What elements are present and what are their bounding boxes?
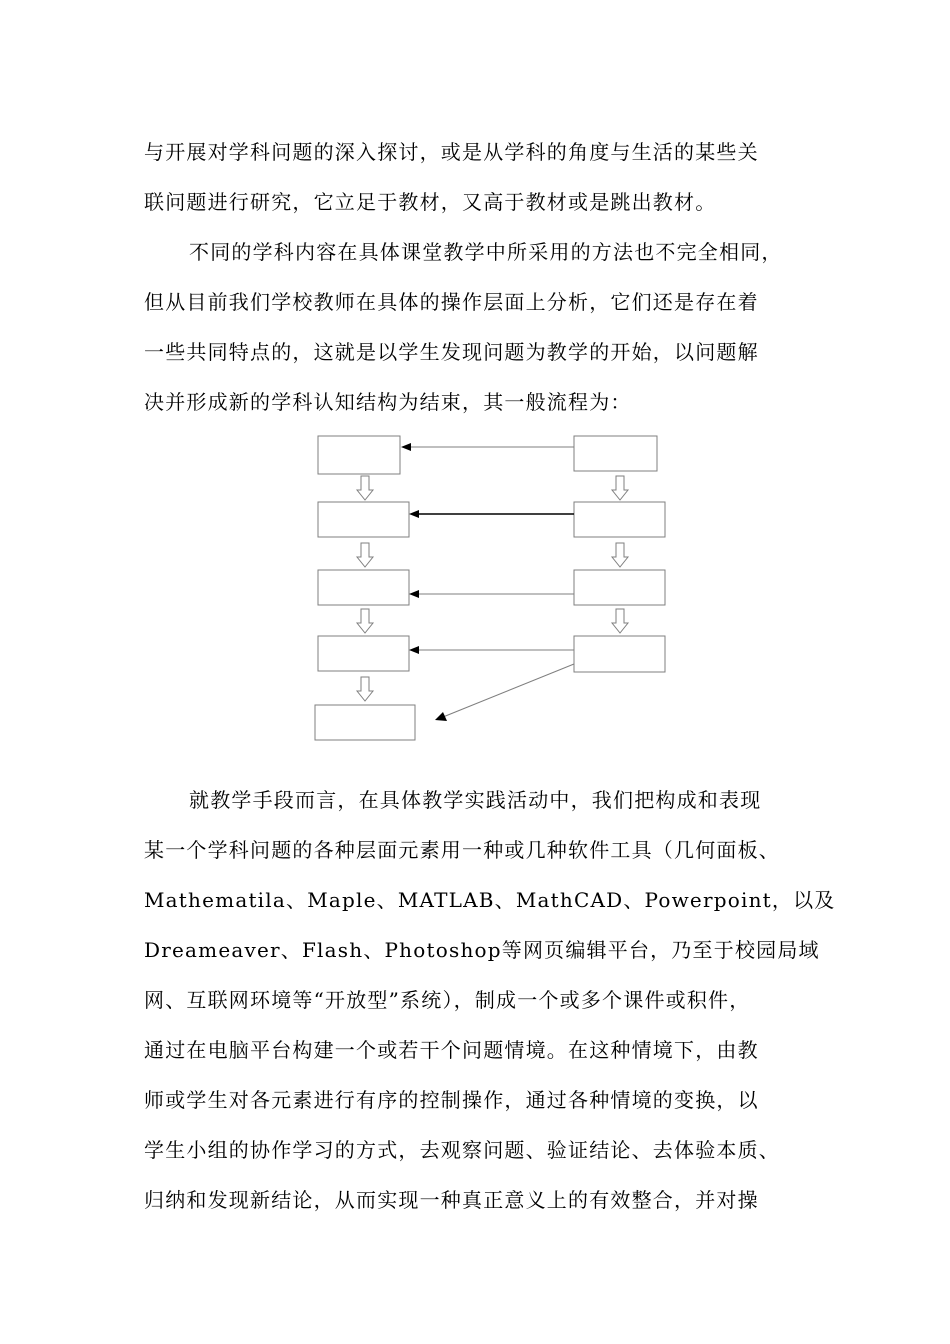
paragraph-2-line-2: 但从目前我们学校教师在具体的操作层面上分析，它们还是存在着 [144, 290, 759, 314]
flowchart-left-box-4 [318, 636, 409, 671]
paragraph-3-line-1: 就教学手段而言，在具体教学实践活动中，我们把构成和表现 [189, 788, 762, 812]
flowchart-left-box-1 [318, 436, 400, 474]
paragraph-3-line-3: Mathematila、Maple、MATLAB、MathCAD、Powerpoint，以及 [144, 888, 836, 912]
flowchart-right-box-3 [574, 570, 665, 605]
flowchart-left-box-5 [315, 705, 415, 740]
flowchart-down-arrow-left-1 [357, 476, 373, 500]
flowchart-arrow-row-4-head [409, 646, 419, 654]
flowchart-down-arrow-right-3 [612, 609, 628, 633]
flowchart-down-arrow-right-2 [612, 543, 628, 567]
flowchart-arrow-row-1-head [401, 443, 411, 451]
flowchart-right-box-2 [574, 502, 665, 537]
paragraph-3-line-9: 归纳和发现新结论，从而实现一种真正意义上的有效整合，并对操 [144, 1188, 759, 1212]
flowchart-down-arrow-left-4 [357, 677, 373, 701]
paragraph-3-line-6: 通过在电脑平台构建一个或若干个问题情境。在这种情境下，由教 [144, 1038, 759, 1062]
paragraph-3-line-5: 网、互联网环境等“开放型”系统），制成一个或多个课件或积件， [144, 988, 751, 1012]
flowchart-arrow-diagonal-line [443, 664, 574, 717]
flowchart-down-arrow-right-1 [612, 476, 628, 500]
flowchart-right-box-1 [574, 436, 657, 471]
paragraph-1-line-1: 与开展对学科问题的深入探讨，或是从学科的角度与生活的某些关 [144, 140, 759, 164]
paragraph-1-line-2: 联问题进行研究，它立足于教材，又高于教材或是跳出教材。 [144, 190, 717, 214]
paragraph-3-line-7: 师或学生对各元素进行有序的控制操作，通过各种情境的变换，以 [144, 1088, 759, 1112]
paragraph-3-line-2: 某一个学科问题的各种层面元素用一种或几种软件工具（几何面板、 [144, 838, 780, 862]
paragraph-2-line-3: 一些共同特点的，这就是以学生发现问题为教学的开始，以问题解 [144, 340, 759, 364]
flowchart-left-box-3 [318, 570, 409, 605]
paragraph-3-line-4: Dreameaver、Flash、Photoshop等网页编辑平台，乃至于校园局域 [144, 938, 820, 962]
flowchart-arrow-row-3-head [409, 590, 419, 598]
paragraph-2-line-4: 决并形成新的学科认知结构为结束，其一般流程为： [144, 390, 632, 414]
paragraph-3-line-8: 学生小组的协作学习的方式，去观察问题、验证结论、去体验本质、 [144, 1138, 780, 1162]
flowchart-left-box-2 [318, 502, 409, 537]
flowchart-arrow-row-2-head [409, 510, 419, 518]
flowchart-down-arrow-left-2 [357, 543, 373, 567]
paragraph-2-line-1: 不同的学科内容在具体课堂教学中所采用的方法也不完全相同， [189, 240, 783, 264]
flowchart-right-box-4 [574, 636, 665, 672]
flowchart-down-arrow-left-3 [357, 609, 373, 633]
